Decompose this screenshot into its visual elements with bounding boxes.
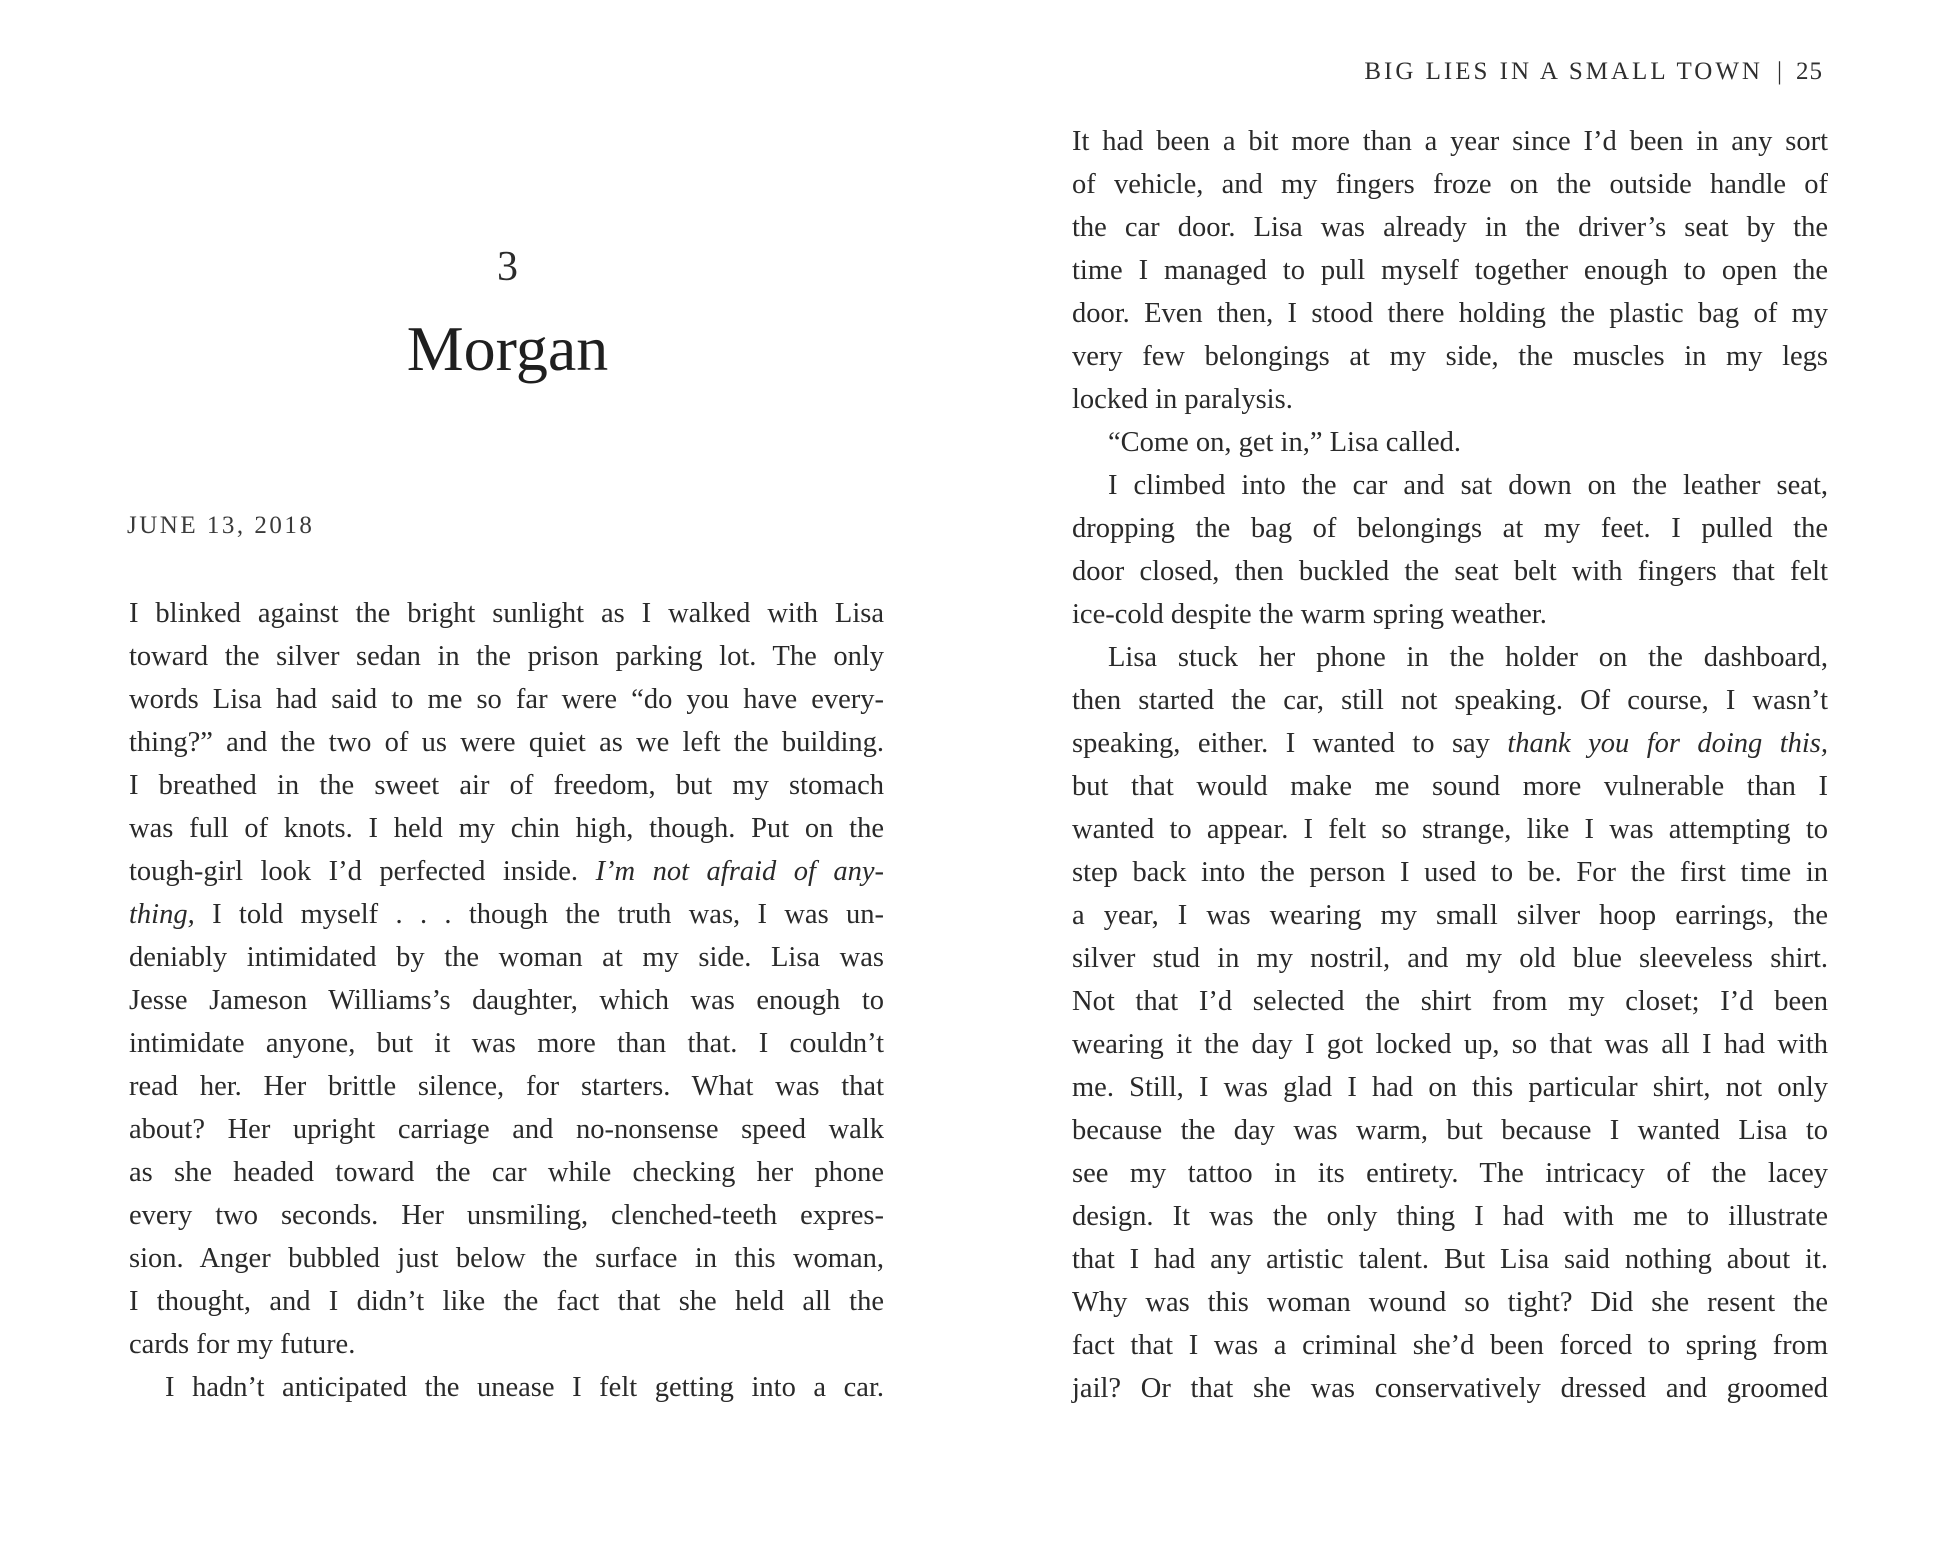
text-line: then started the car, still not speaking. Of course, I wasn’t xyxy=(1072,685,1828,716)
text-line: read her. Her brittle silence, for starters. What was that xyxy=(129,1071,884,1102)
text-line: a year, I was wearing my small silver hoop earrings, the xyxy=(1072,900,1828,931)
text-line: wearing it the day I got locked up, so that was all I had with xyxy=(1072,1029,1828,1060)
paragraph-2 xyxy=(1072,421,1828,464)
text-line: wanted to appear. I felt so strange, like I was attempting to xyxy=(1072,814,1828,845)
paragraph-2 xyxy=(129,1366,884,1409)
italic-thought: thank you for doing this, xyxy=(1507,728,1829,759)
text-line: I breathed in the sweet air of freedom, but my stomach xyxy=(129,770,884,801)
text-line: cards for my future. xyxy=(129,1329,356,1360)
text-line: sion. Anger bubbled just below the surface in this woman, xyxy=(129,1243,884,1274)
italic-thought: thing, xyxy=(129,899,195,930)
paragraph-1 xyxy=(129,592,884,1366)
text-line: Not that I’d selected the shirt from my closet; I’d been xyxy=(1072,986,1828,1017)
text-line: ice-cold despite the warm spring weather. xyxy=(1072,599,1547,630)
text-line: as she headed toward the car while checking her phone xyxy=(129,1157,884,1188)
text-line: intimidate anyone, but it was more than that. I couldn’t xyxy=(129,1028,884,1059)
text-line: door. Even then, I stood there holding the plastic bag of my xyxy=(1072,298,1828,329)
text-line: silver stud in my nostril, and my old blue sleeveless shirt. xyxy=(1072,943,1828,974)
text-line: design. It was the only thing I had with me to illustrate xyxy=(1072,1201,1828,1232)
text-line: Why was this woman wound so tight? Did she resent the xyxy=(1072,1287,1828,1318)
text-line: every two seconds. Her unsmiling, clenched-teeth expres- xyxy=(129,1200,884,1231)
chapter-date: JUNE 13, 2018 xyxy=(127,512,315,539)
paragraph-4 xyxy=(1072,636,1828,1410)
italic-thought: I’m not afraid of any- xyxy=(595,856,885,887)
text-segment: tough-girl look I’d perfected inside. xyxy=(129,856,579,887)
text-line: It had been a bit more than a year since I’d been in any sort xyxy=(1072,126,1828,157)
text-line: was full of knots. I held my chin high, though. Put on the xyxy=(129,813,884,844)
text-line: deniably intimidated by the woman at my side. Lisa was xyxy=(129,942,884,973)
text-line: dropping the bag of belongings at my feet. I pulled the xyxy=(1072,513,1828,544)
chapter-title: Morgan xyxy=(406,313,609,384)
text-line: “Come on, get in,” Lisa called. xyxy=(1108,427,1461,458)
right-page xyxy=(968,0,1936,1568)
running-head xyxy=(1364,58,1823,86)
text-line: toward the silver sedan in the prison parking lot. The only xyxy=(129,641,884,672)
text-line: I blinked against the bright sunlight as I walked with Lisa xyxy=(129,598,884,629)
text-line: see my tattoo in its entirety. The intricacy of the lacey xyxy=(1072,1158,1828,1189)
text-line xyxy=(129,850,884,893)
text-line: I hadn’t anticipated the unease I felt getting into a car. xyxy=(165,1372,884,1403)
text-line: me. Still, I was glad I had on this particular shirt, not only xyxy=(1072,1072,1828,1103)
text-segment: I told myself . . . though the truth was, I was un- xyxy=(212,899,884,930)
text-line: I climbed into the car and sat down on the leather seat, xyxy=(1108,470,1828,501)
text-line: Jesse Jameson Williams’s daughter, which was enough to xyxy=(129,985,884,1016)
text-line: time I managed to pull myself together enough to open the xyxy=(1072,255,1828,286)
text-line: thing?” and the two of us were quiet as we left the building. xyxy=(129,727,884,758)
paragraph-1 xyxy=(1072,120,1828,421)
text-line: step back into the person I used to be. For the first time in xyxy=(1072,857,1828,888)
text-line: of vehicle, and my fingers froze on the outside handle of xyxy=(1072,169,1828,200)
text-line: I thought, and I didn’t like the fact that she held all the xyxy=(129,1286,884,1317)
running-head-separator: | xyxy=(1776,58,1782,85)
book-title: BIG LIES IN A SMALL TOWN xyxy=(1364,58,1763,85)
text-line: the car door. Lisa was already in the driver’s seat by the xyxy=(1072,212,1828,243)
text-line: Lisa stuck her phone in the holder on the dashboard, xyxy=(1108,642,1828,673)
text-line: locked in paralysis. xyxy=(1072,384,1293,415)
text-line: jail? Or that she was conservatively dressed and groomed xyxy=(1072,1373,1828,1404)
text-line: fact that I was a criminal she’d been forced to spring from xyxy=(1072,1330,1828,1361)
text-line: but that would make me sound more vulnerable than I xyxy=(1072,771,1828,802)
text-segment: speaking, either. I wanted to say xyxy=(1072,728,1490,759)
text-line: very few belongings at my side, the muscles in my legs xyxy=(1072,341,1828,372)
text-line xyxy=(129,893,884,936)
text-line xyxy=(1072,722,1828,765)
text-line: door closed, then buckled the seat belt with fingers that felt xyxy=(1072,556,1828,587)
text-line: because the day was warm, but because I wanted Lisa to xyxy=(1072,1115,1828,1146)
right-page-body xyxy=(1072,120,1828,1410)
text-line: that I had any artistic talent. But Lisa said nothing about it. xyxy=(1072,1244,1828,1275)
page-number: 25 xyxy=(1796,58,1823,85)
left-page-body xyxy=(129,592,884,1409)
text-line: about? Her upright carriage and no-nonsense speed walk xyxy=(129,1114,884,1145)
text-line: words Lisa had said to me so far were “do you have every- xyxy=(129,684,884,715)
chapter-number: 3 xyxy=(497,244,518,290)
paragraph-3 xyxy=(1072,464,1828,636)
